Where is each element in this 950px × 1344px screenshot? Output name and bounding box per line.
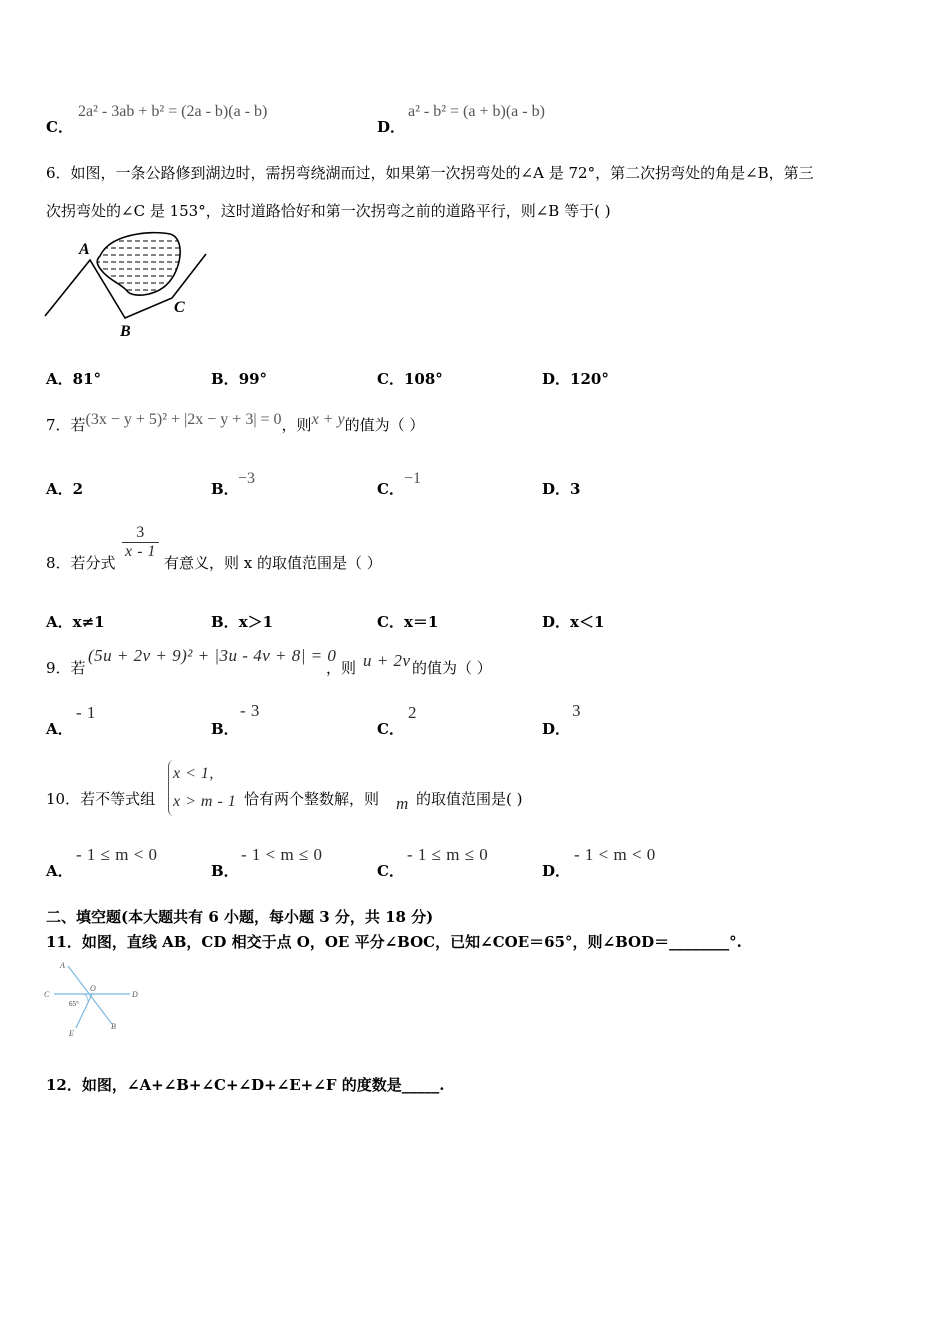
- q8-prefix: 8．若分式: [46, 554, 116, 572]
- line-ab: [68, 966, 112, 1024]
- q10-option-a-value: - 1 ≤ m < 0: [76, 845, 158, 864]
- q10-option-d-value: - 1 < m < 0: [574, 845, 656, 864]
- q6-option-b[interactable]: B．99°: [211, 370, 268, 388]
- q9-option-d[interactable]: D．: [542, 720, 571, 738]
- q6-option-c[interactable]: C．108°: [377, 370, 443, 388]
- q7-option-b[interactable]: B．: [211, 480, 239, 498]
- q5-option-d-label: D．: [377, 118, 406, 136]
- q9-option-c-value: 2: [408, 703, 417, 722]
- fig11-label-a: A: [60, 961, 65, 970]
- q6-option-d[interactable]: D．120°: [542, 370, 609, 388]
- q7-equation: (3x − y + 5)² + |2x − y + 3| = 0: [85, 411, 282, 428]
- q8-numerator: 3: [122, 524, 159, 543]
- q9-option-a[interactable]: A．: [46, 720, 73, 738]
- q9-option-a-value: - 1: [76, 703, 96, 722]
- q7-option-c[interactable]: C．: [377, 480, 404, 498]
- q7-option-c-value: −1: [404, 470, 422, 487]
- q6-lake-road-figure: [40, 226, 215, 344]
- lake-outline: [97, 233, 180, 296]
- fig11-angle-label: 65°: [69, 1000, 79, 1008]
- q9-option-d-value: 3: [572, 701, 581, 720]
- q7-suffix: 的值为（ ）: [344, 416, 425, 434]
- q7-option-d[interactable]: D．3: [542, 480, 581, 498]
- q11-text: 11．如图，直线 AB，CD 相交于点 O，OE 平分∠BOC，已知∠COE＝65°，则∠BOD＝________°.: [46, 933, 742, 951]
- q7-prefix: 7．若: [46, 416, 86, 434]
- q7-stem: [46, 411, 425, 435]
- q7-option-a[interactable]: A．2: [46, 480, 84, 498]
- label-b: B: [120, 323, 131, 340]
- q8-suffix: 有意义，则 x 的取值范围是（ ）: [164, 554, 382, 572]
- fig11-label-c: C: [44, 990, 50, 999]
- q9-equation: (5u + 2v + 9)² + |3u - 4v + 8| = 0: [88, 646, 337, 665]
- q9-prefix: 9．若: [46, 659, 86, 677]
- q10-suffix: 的取值范围是( ): [416, 790, 523, 808]
- q10-variable: m: [396, 794, 409, 813]
- fig11-label-o: O: [90, 984, 96, 993]
- q8-option-d[interactable]: D．x＜1: [542, 613, 605, 631]
- label-a: A: [79, 241, 90, 258]
- q10-option-b[interactable]: B．: [211, 862, 239, 880]
- q10-option-a[interactable]: A．: [46, 862, 73, 880]
- q7-mid: ，则: [281, 416, 312, 434]
- q9-option-b[interactable]: B．: [211, 720, 239, 738]
- q8-option-c[interactable]: C．x＝1: [377, 613, 439, 631]
- q9-target-expression: u + 2v: [363, 651, 411, 670]
- q10-option-c[interactable]: C．: [377, 862, 404, 880]
- q6-option-a[interactable]: A．81°: [46, 370, 102, 388]
- q9-suffix: 的值为（ ）: [412, 659, 492, 677]
- fig11-label-d: D: [132, 990, 138, 999]
- fig11-label-e: E: [69, 1029, 74, 1038]
- q9-option-c[interactable]: C．: [377, 720, 404, 738]
- q12-text: 12．如图，∠A+∠B+∠C+∠D+∠E+∠F 的度数是_____.: [46, 1076, 445, 1094]
- q7-target-expression: x + y: [311, 411, 345, 428]
- q7-option-b-value: −3: [238, 470, 256, 487]
- fig11-label-b: B: [111, 1022, 116, 1031]
- q10-option-b-value: - 1 < m ≤ 0: [241, 845, 323, 864]
- q5-option-c-label: C．: [46, 118, 73, 136]
- q5-option-d-expression: a² - b² = (a + b)(a - b): [408, 103, 545, 120]
- q8-option-a[interactable]: A．x≠1: [46, 613, 105, 631]
- q10-inequality-1: x < 1,: [173, 765, 214, 782]
- q9-mid: ，则: [326, 659, 357, 677]
- q8-denominator: x - 1: [125, 543, 156, 560]
- q10-mid: 恰有两个整数解，则: [244, 790, 380, 808]
- q10-option-c-value: - 1 ≤ m ≤ 0: [407, 845, 489, 864]
- q8-fraction: [122, 524, 159, 561]
- q9-option-b-value: - 3: [240, 701, 260, 720]
- q8-option-b[interactable]: B．x＞1: [211, 613, 274, 631]
- q10-option-d[interactable]: D．: [542, 862, 571, 880]
- q10-inequality-2: x > m - 1: [173, 793, 237, 810]
- section2-heading: 二、填空题(本大题共有 6 小题，每小题 3 分，共 18 分): [46, 908, 434, 926]
- q5-option-c-expression: 2a² - 3ab + b² = (2a - b)(a - b): [78, 103, 268, 120]
- q6-text-line1: 6．如图，一条公路修到湖边时，需拐弯绕湖而过，如果第一次拐弯处的∠A 是 72°，第二次拐弯处的角是∠B，第三: [46, 164, 814, 182]
- q11-intersecting-lines-figure: [40, 956, 145, 1041]
- q10-prefix: 10．若不等式组: [46, 790, 156, 808]
- label-c: C: [174, 299, 185, 316]
- q10-inequality-system: [168, 760, 236, 816]
- q6-text-line2: 次拐弯处的∠C 是 153°，这时道路恰好和第一次拐弯之前的道路平行，则∠B 等于( ): [46, 202, 611, 220]
